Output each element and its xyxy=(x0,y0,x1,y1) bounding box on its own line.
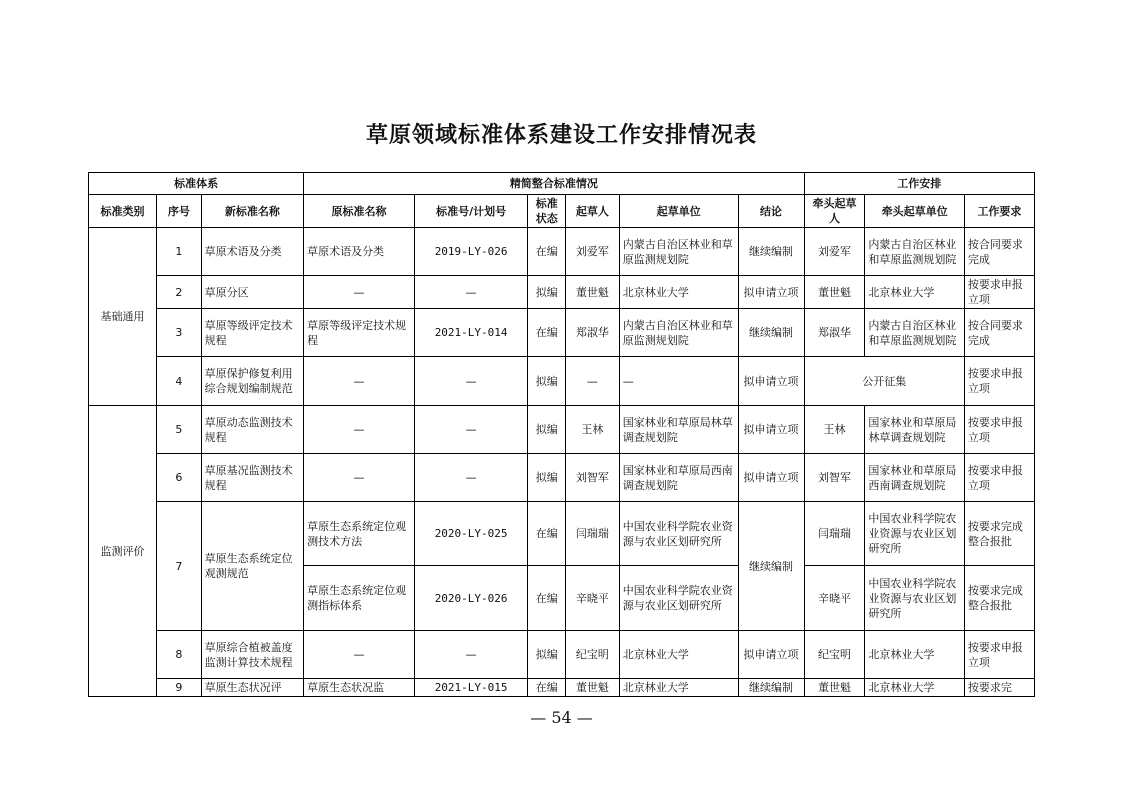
requirement-cell: 按要求申报立项 xyxy=(964,357,1034,406)
requirement-cell: 按要求申报立项 xyxy=(964,631,1034,679)
status-cell: 拟编 xyxy=(528,357,566,406)
drafter-cell: 刘智军 xyxy=(566,454,620,502)
table-row xyxy=(89,679,1035,697)
drafter-cell: 王林 xyxy=(566,406,620,454)
conclusion-cell: 拟申请立项 xyxy=(738,276,804,309)
unit-cell: 北京林业大学 xyxy=(619,631,738,679)
std-no-cell: 2020-LY-026 xyxy=(414,566,528,631)
header-work-arrangement: 工作安排 xyxy=(804,173,1034,195)
status-cell: 在编 xyxy=(528,228,566,276)
lead-unit-cell: 内蒙古自治区林业和草原监测规划院 xyxy=(865,228,964,276)
lead-person-cell: 闫瑞瑞 xyxy=(804,502,865,566)
lead-unit-cell: 国家林业和草原局西南调查规划院 xyxy=(865,454,964,502)
header-seq: 序号 xyxy=(157,195,202,228)
table-row xyxy=(89,276,1035,309)
conclusion-cell: 继续编制 xyxy=(738,679,804,697)
seq-cell: 8 xyxy=(157,631,202,679)
table-row xyxy=(89,357,1035,406)
lead-unit-cell: 国家林业和草原局林草调查规划院 xyxy=(865,406,964,454)
lead-person-cell: 董世魁 xyxy=(804,679,865,697)
drafter-cell: 郑淑华 xyxy=(566,309,620,357)
requirement-cell: 按要求申报立项 xyxy=(964,406,1034,454)
conclusion-cell: 拟申请立项 xyxy=(738,357,804,406)
drafter-cell: — xyxy=(566,357,620,406)
orig-name-cell: — xyxy=(304,276,415,309)
unit-cell: 北京林业大学 xyxy=(619,679,738,697)
requirement-cell: 按要求完 xyxy=(964,679,1034,697)
orig-name-cell: 草原等级评定技术规程 xyxy=(304,309,415,357)
header-category: 标准类别 xyxy=(89,195,157,228)
drafter-cell: 闫瑞瑞 xyxy=(566,502,620,566)
lead-unit-cell: 内蒙古自治区林业和草原监测规划院 xyxy=(865,309,964,357)
lead-unit-cell: 北京林业大学 xyxy=(865,276,964,309)
unit-cell: 国家林业和草原局西南调查规划院 xyxy=(619,454,738,502)
requirement-cell: 按要求完成整合报批 xyxy=(964,502,1034,566)
status-cell: 在编 xyxy=(528,309,566,357)
drafter-cell: 辛晓平 xyxy=(566,566,620,631)
header-unit: 起草单位 xyxy=(619,195,738,228)
header-consolidation: 精简整合标准情况 xyxy=(304,173,804,195)
orig-name-cell: — xyxy=(304,406,415,454)
requirement-cell: 按合同要求完成 xyxy=(964,309,1034,357)
header-orig-name: 原标准名称 xyxy=(304,195,415,228)
drafter-cell: 纪宝明 xyxy=(566,631,620,679)
new-name-cell: 草原动态监测技术规程 xyxy=(201,406,304,454)
unit-cell: 中国农业科学院农业资源与农业区划研究所 xyxy=(619,502,738,566)
requirement-cell: 按要求申报立项 xyxy=(964,454,1034,502)
orig-name-cell: 草原术语及分类 xyxy=(304,228,415,276)
orig-name-cell: 草原生态系统定位观测技术方法 xyxy=(304,502,415,566)
table-row xyxy=(89,454,1035,502)
lead-person-cell: 董世魁 xyxy=(804,276,865,309)
lead-merged-cell: 公开征集 xyxy=(804,357,964,406)
standards-table xyxy=(88,172,1035,697)
lead-unit-cell: 中国农业科学院农业资源与农业区划研究所 xyxy=(865,566,964,631)
header-new-name: 新标准名称 xyxy=(201,195,304,228)
header-lead-person: 牵头起草人 xyxy=(804,195,865,228)
std-no-cell: 2020-LY-025 xyxy=(414,502,528,566)
conclusion-cell: 继续编制 xyxy=(738,309,804,357)
lead-unit-cell: 北京林业大学 xyxy=(865,631,964,679)
header-standard-system: 标准体系 xyxy=(89,173,304,195)
conclusion-cell: 继续编制 xyxy=(738,502,804,631)
seq-cell: 5 xyxy=(157,406,202,454)
status-cell: 拟编 xyxy=(528,454,566,502)
new-name-cell: 草原生态系统定位观测规范 xyxy=(201,502,304,631)
orig-name-cell: 草原生态系统定位观测指标体系 xyxy=(304,566,415,631)
drafter-cell: 董世魁 xyxy=(566,679,620,697)
orig-name-cell: — xyxy=(304,357,415,406)
seq-cell: 1 xyxy=(157,228,202,276)
category-cell: 基础通用 xyxy=(89,228,157,406)
seq-cell: 2 xyxy=(157,276,202,309)
table-row xyxy=(89,502,1035,566)
seq-cell: 7 xyxy=(157,502,202,631)
std-no-cell: — xyxy=(414,276,528,309)
new-name-cell: 草原分区 xyxy=(201,276,304,309)
new-name-cell: 草原术语及分类 xyxy=(201,228,304,276)
table-row xyxy=(89,631,1035,679)
status-cell: 拟编 xyxy=(528,406,566,454)
std-no-cell: — xyxy=(414,454,528,502)
unit-cell: 国家林业和草原局林草调查规划院 xyxy=(619,406,738,454)
unit-cell: 北京林业大学 xyxy=(619,276,738,309)
header-drafter: 起草人 xyxy=(566,195,620,228)
header-std-no: 标准号/计划号 xyxy=(414,195,528,228)
new-name-cell: 草原基况监测技术规程 xyxy=(201,454,304,502)
requirement-cell: 按合同要求完成 xyxy=(964,228,1034,276)
std-no-cell: — xyxy=(414,357,528,406)
new-name-cell: 草原综合植被盖度监测计算技术规程 xyxy=(201,631,304,679)
conclusion-cell: 拟申请立项 xyxy=(738,406,804,454)
conclusion-cell: 继续编制 xyxy=(738,228,804,276)
drafter-cell: 刘爱军 xyxy=(566,228,620,276)
status-cell: 在编 xyxy=(528,679,566,697)
status-cell: 拟编 xyxy=(528,631,566,679)
orig-name-cell: — xyxy=(304,454,415,502)
header-conclusion: 结论 xyxy=(738,195,804,228)
new-name-cell: 草原等级评定技术规程 xyxy=(201,309,304,357)
std-no-cell: 2021-LY-015 xyxy=(414,679,528,697)
conclusion-cell: 拟申请立项 xyxy=(738,631,804,679)
status-cell: 在编 xyxy=(528,566,566,631)
std-no-cell: 2019-LY-026 xyxy=(414,228,528,276)
std-no-cell: 2021-LY-014 xyxy=(414,309,528,357)
seq-cell: 4 xyxy=(157,357,202,406)
header-lead-unit: 牵头起草单位 xyxy=(865,195,964,228)
unit-cell: 中国农业科学院农业资源与农业区划研究所 xyxy=(619,566,738,631)
status-cell: 在编 xyxy=(528,502,566,566)
lead-person-cell: 刘爱军 xyxy=(804,228,865,276)
lead-person-cell: 辛晓平 xyxy=(804,566,865,631)
unit-cell: — xyxy=(619,357,738,406)
new-name-cell: 草原生态状况评 xyxy=(201,679,304,697)
seq-cell: 3 xyxy=(157,309,202,357)
conclusion-cell: 拟申请立项 xyxy=(738,454,804,502)
lead-person-cell: 王林 xyxy=(804,406,865,454)
category-cell: 监测评价 xyxy=(89,406,157,697)
std-no-cell: — xyxy=(414,406,528,454)
table-row xyxy=(89,309,1035,357)
lead-unit-cell: 北京林业大学 xyxy=(865,679,964,697)
orig-name-cell: 草原生态状况监 xyxy=(304,679,415,697)
header-requirement: 工作要求 xyxy=(964,195,1034,228)
orig-name-cell: — xyxy=(304,631,415,679)
seq-cell: 9 xyxy=(157,679,202,697)
lead-person-cell: 郑淑华 xyxy=(804,309,865,357)
std-no-cell: — xyxy=(414,631,528,679)
lead-person-cell: 刘智军 xyxy=(804,454,865,502)
requirement-cell: 按要求申报立项 xyxy=(964,276,1034,309)
table-row xyxy=(89,406,1035,454)
page-title: 草原领域标准体系建设工作安排情况表 xyxy=(365,122,757,148)
drafter-cell: 董世魁 xyxy=(566,276,620,309)
lead-person-cell: 纪宝明 xyxy=(804,631,865,679)
table-row xyxy=(89,228,1035,276)
lead-unit-cell: 中国农业科学院农业资源与农业区划研究所 xyxy=(865,502,964,566)
page-number: — 54 — xyxy=(530,708,593,727)
unit-cell: 内蒙古自治区林业和草原监测规划院 xyxy=(619,309,738,357)
seq-cell: 6 xyxy=(157,454,202,502)
requirement-cell: 按要求完成整合报批 xyxy=(964,566,1034,631)
unit-cell: 内蒙古自治区林业和草原监测规划院 xyxy=(619,228,738,276)
new-name-cell: 草原保护修复利用综合规划编制规范 xyxy=(201,357,304,406)
status-cell: 拟编 xyxy=(528,276,566,309)
header-status: 标准状态 xyxy=(528,195,566,228)
